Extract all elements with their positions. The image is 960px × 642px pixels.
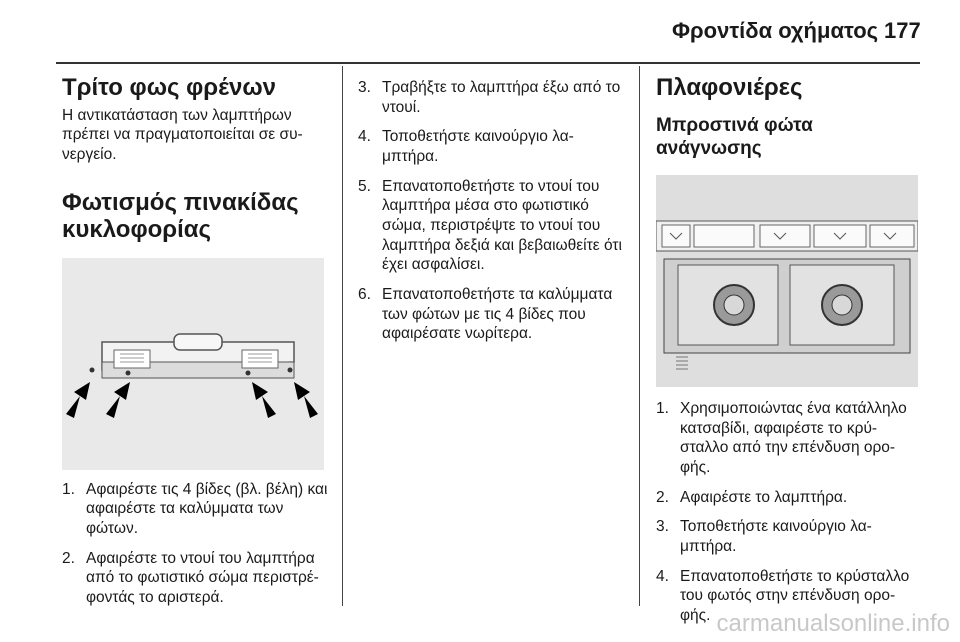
- list-item: 3. Τοποθετήστε καινούργιο λα-μπτήρα.: [656, 518, 872, 556]
- list-item: 1. Αφαιρέστε τις 4 βίδες (βλ. βέλη) και αφαιρέστε τα καλύμματα των φώτων.: [62, 480, 328, 538]
- list-item: 5. Επανατοποθετήστε το ντουί του λαμπτήρα μέσα στο φωτιστικό σώμα, περιστρέψτε το ντουί του λαμπτήρα δεξιά και βεβαιωθείτε ότι έχει ασφαλίσει.: [358, 177, 622, 274]
- section-title-interior-lights: Πλαφονιέρες: [656, 74, 803, 101]
- running-header-title: Φροντίδα οχήματος: [672, 18, 879, 43]
- steps-list-license-plate: [62, 480, 328, 608]
- column-divider-1: [342, 66, 343, 606]
- list-item: 3. Τραβήξτε το λαμπτήρα έξω από το ντουί.: [358, 79, 621, 116]
- list-item: 6. Επανατοποθετήστε τα καλύμματα των φώτων με τις 4 βίδες που αφαιρέσατε νωρίτερα.: [358, 286, 613, 343]
- steps-list-continued: [358, 78, 630, 344]
- list-item: 1. Χρησιμοποιώντας ένα κατάλληλο κατσαβίδι, αφαιρέστε το κρύ-σταλλο από την επένδυση ορο-φής.: [656, 400, 907, 477]
- list-item: 2. Αφαιρέστε το λαμπτήρα.: [656, 488, 848, 506]
- license-plate-light-figure: [62, 258, 324, 470]
- page-number: 177: [884, 18, 921, 43]
- watermark: carmanualsonline.info: [716, 610, 950, 637]
- reading-light-illustration: [656, 175, 918, 387]
- arrow-icon: [294, 382, 318, 418]
- steps-list-reading-lights: [656, 399, 922, 626]
- section-title-third-brake-light: Τρίτο φως φρένων: [62, 74, 276, 101]
- section-title-license-plate-light: Φωτισμός πινακίδας κυκλοφορίας: [62, 188, 299, 244]
- list-item: 2. Αφαιρέστε το ντουί του λαμπτήρα από το φωτιστικό σώμα περιστρέ-φοντάς το αριστερά.: [62, 549, 319, 607]
- section-paragraph: Η αντικατάσταση των λαμπτήρων πρέπει να πραγματοποιείται σε συ-νεργείο.: [62, 106, 303, 163]
- arrow-icon: [252, 382, 276, 418]
- arrow-icon: [106, 382, 130, 418]
- subsection-title-reading-lights: Μπροστινά φώτα ανάγνωσης: [656, 114, 813, 160]
- arrow-icon: [66, 382, 90, 418]
- list-item: 4. Επανατοποθετήστε το κρύσταλλο του φωτός στην επένδυση ορο-φής.: [656, 567, 910, 625]
- list-item: 4. Τοποθετήστε καινούργιο λα-μπτήρα.: [358, 128, 574, 166]
- column-divider-2: [639, 66, 640, 606]
- license-plate-light-illustration: [62, 258, 324, 470]
- column-3: [656, 74, 922, 636]
- header-rule: [56, 62, 920, 64]
- reading-light-figure: [656, 175, 918, 387]
- column-2: [358, 78, 630, 354]
- column-1: [62, 74, 328, 618]
